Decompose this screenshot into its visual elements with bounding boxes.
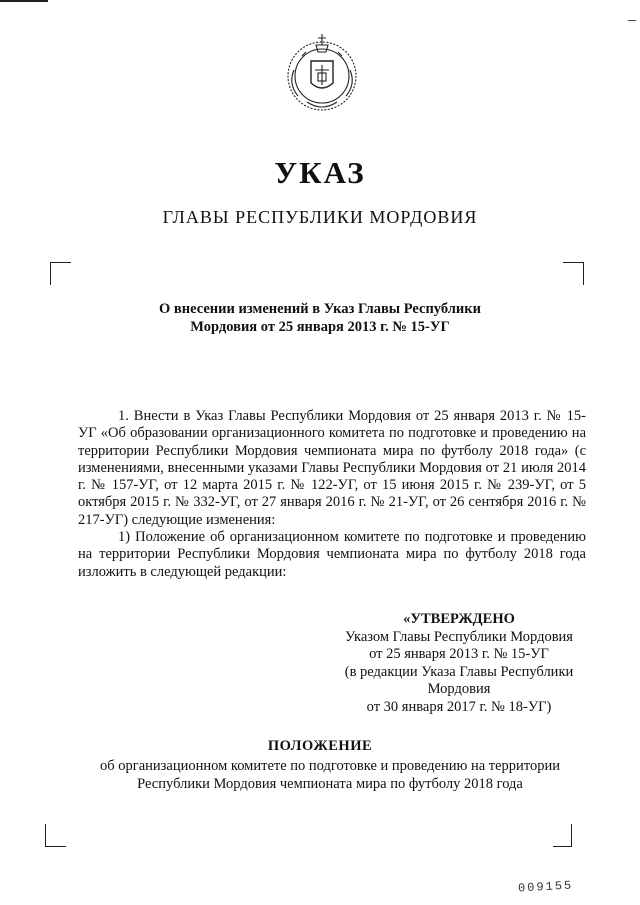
corner-bracket bbox=[563, 262, 584, 285]
heading-line: О внесении изменений в Указ Главы Республики bbox=[159, 301, 481, 317]
document-heading bbox=[120, 300, 520, 336]
document-subtitle: ГЛАВЫ РЕСПУБЛИКИ МОРДОВИЯ bbox=[162, 207, 478, 227]
approval-stamp bbox=[326, 611, 592, 716]
regulation-subtitle bbox=[70, 757, 590, 793]
paragraph: 1) Положение об организационном комитете по подготовке и проведению на территории Республики Мордовия чемпионата мира по футболу 2018 года изложить в следующей редакции: bbox=[78, 529, 586, 580]
corner-bracket bbox=[45, 824, 66, 847]
approval-label: «УТВЕРЖДЕНО bbox=[403, 611, 515, 627]
paragraph: 1. Внести в Указ Главы Республики Мордовия от 25 января 2013 г. № 15-УГ «Об образовании организационного комитета по подготовке и проведению на территории Республики Мордовия чемпионата мира по футболу 2018 года» (с изменениями, внесенными указами Главы Республики Мордовия от 21 июля 2014 г. № 157-УГ, от 12 марта 2015 г. № 122-УГ, от 15 июня 2015 г. № 239-УГ, от 5 октября 2015 г. № 332-УГ, от 27 января 2016 г. № 21-УГ, от 26 сентября 2016 г. № 217-УГ) следующие изменения: bbox=[78, 408, 586, 528]
regulation-subtitle-line: Республики Мордовия чемпионата мира по футболу 2018 года bbox=[137, 776, 523, 792]
document-title: УКАЗ bbox=[274, 155, 366, 190]
scan-mark bbox=[628, 20, 636, 21]
coat-of-arms-icon bbox=[282, 32, 362, 114]
corner-bracket bbox=[553, 824, 572, 847]
approval-line: от 25 января 2013 г. № 15-УГ bbox=[369, 646, 549, 662]
document-body bbox=[78, 408, 586, 581]
heading-line: Мордовия от 25 января 2013 г. № 15-УГ bbox=[190, 319, 450, 335]
regulation-title: ПОЛОЖЕНИЕ bbox=[267, 738, 373, 754]
page-number: 009155 bbox=[517, 878, 574, 896]
corner-bracket bbox=[50, 262, 71, 285]
approval-line: от 30 января 2017 г. № 18-УГ) bbox=[366, 698, 552, 715]
regulation-subtitle-line: об организационном комитете по подготовке и проведению на территории bbox=[100, 758, 560, 774]
approval-line: Указом Главы Республики Мордовия bbox=[345, 628, 573, 645]
approval-line: Мордовия bbox=[427, 681, 491, 697]
scan-mark bbox=[0, 0, 48, 2]
approval-line: (в редакции Указа Главы Республики bbox=[344, 663, 574, 680]
